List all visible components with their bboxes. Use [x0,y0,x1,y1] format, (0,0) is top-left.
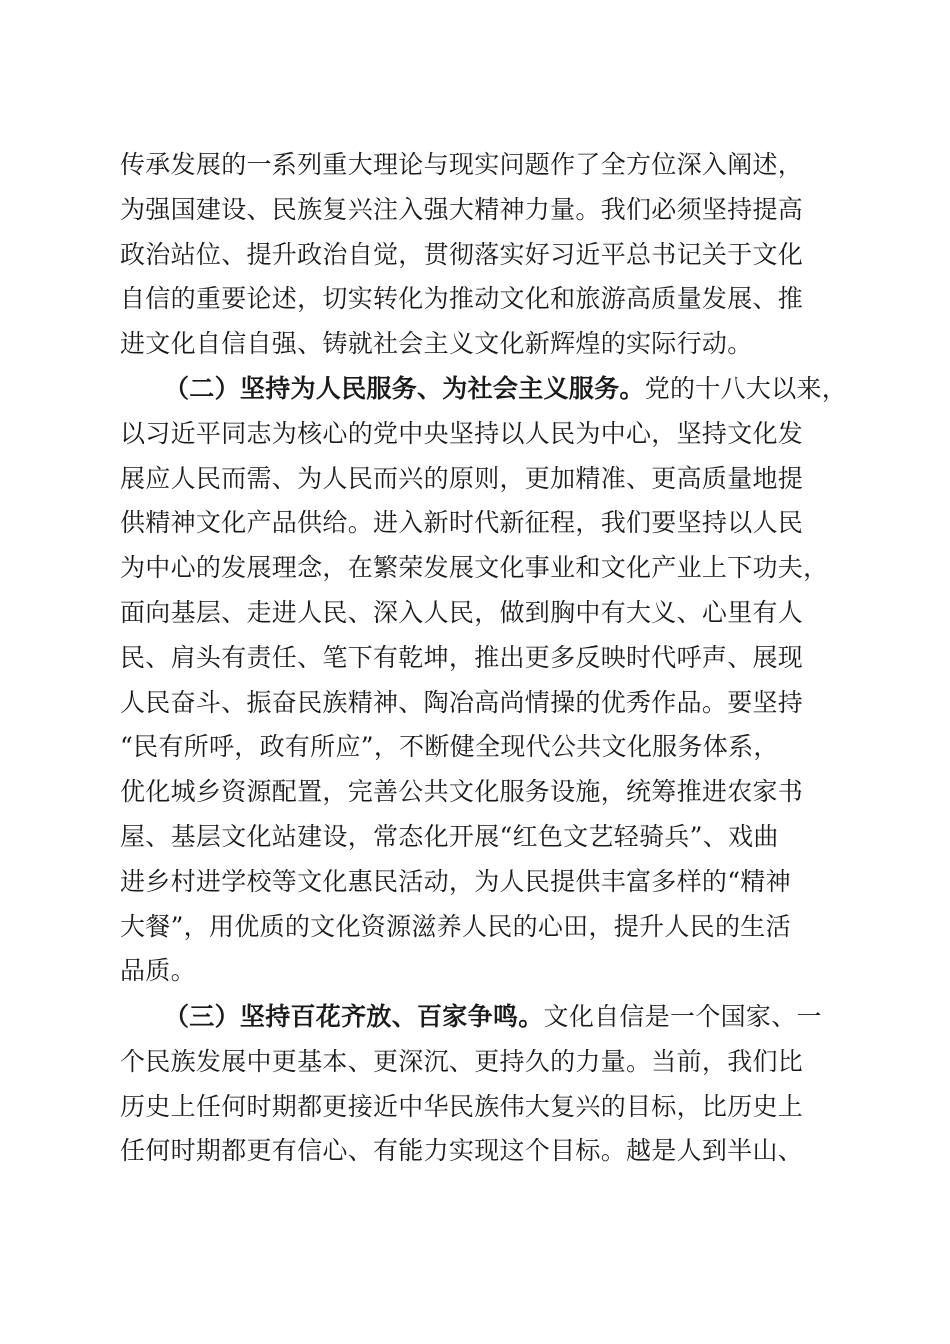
paragraph-line: 展应人民而需、为人民而兴的原则，更加精准、更高质量地提 [120,463,804,493]
section-2-first-line [120,367,848,412]
section-2-heading: （二）坚持为人民服务、为社会主义服务。 [164,374,645,403]
paragraph-line: 为中心的发展理念，在繁荣发展文化事业和文化产业上下功夫， [120,553,829,583]
continuation-paragraph [120,143,832,367]
paragraph-line: 政治站位、提升政治自觉，贯彻落实好习近平总书记关于文化 [120,239,804,269]
section-2-paragraph [120,367,848,994]
paragraph-line: 品质。 [120,956,196,986]
paragraph-line: 进乡村进学校等文化惠民活动，为人民提供丰富多样的“精神 [120,866,791,896]
paragraph-line: 以习近平同志为核心的党中央坚持以人民为中心，坚持文化发 [120,418,804,448]
paragraph-line: 为强国建设、民族复兴注入强大精神力量。我们必须坚持提高 [120,194,804,224]
paragraph-line: 任何时期都更有信心、有能力实现这个目标。越是人到半山、 [120,1136,804,1166]
section-2-first-line-rest: 党的十八大以来， [644,374,848,403]
paragraph-line: 优化城乡资源配置，完善公共文化服务设施，统筹推进农家书 [120,777,804,807]
paragraph-line: 民、肩头有责任、笔下有乾坤，推出更多反映时代呼声、展现 [120,642,804,672]
paragraph-line: 大餐”，用优质的文化资源滋养人民的心田，提升人民的生活 [120,911,791,941]
paragraph-line: 面向基层、走进人民、深入人民，做到胸中有大义、心里有人 [120,597,804,627]
paragraph-line: 屋、基层文化站建设，常态化开展“红色文艺轻骑兵”、戏曲 [120,821,779,851]
paragraph-line: 进文化自信自强、铸就社会主义文化新辉煌的实际行动。 [120,329,753,359]
paragraph-line: 人民奋斗、振奋民族精神、陶冶高尚情操的优秀作品。要坚持 [120,687,804,717]
paragraph-line: “民有所呼，政有所应”，不断健全现代公共文化服务体系， [120,732,779,762]
paragraph-line: 历史上任何时期都更接近中华民族伟大复兴的目标，比历史上 [120,1091,804,1121]
paragraph-line: 供精神文化产品供给。进入新时代新征程，我们要坚持以人民 [120,508,804,538]
paragraph-line: 传承发展的一系列重大理论与现实问题作了全方位深入阐述， [120,150,804,179]
section-3-first-line-rest: 文化自信是一个国家、一 [543,1002,822,1031]
section-3-paragraph [120,995,832,1174]
section-3-heading: （三）坚持百花齐放、百家争鸣。 [164,1002,544,1031]
section-3-first-line [120,995,832,1040]
paragraph-line: 自信的重要论述，切实转化为推动文化和旅游高质量发展、推 [120,284,804,314]
paragraph-line: 个民族发展中更基本、更深沉、更持久的力量。当前，我们比 [120,1046,804,1076]
